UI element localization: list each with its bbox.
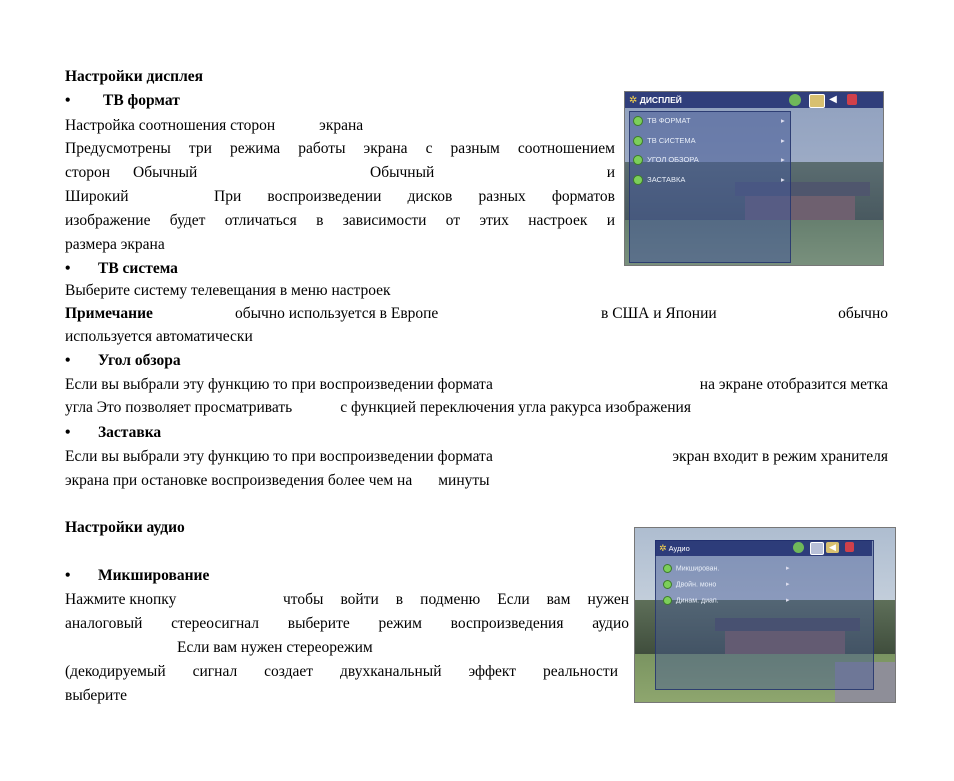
osd-display-header: ✲ ДИСПЛЕЙ	[625, 92, 883, 108]
mixing-line-5: выберите	[65, 687, 127, 704]
tv-format-line-1: Настройка соотношения сторон экрана	[65, 117, 364, 134]
angle-heading: Угол обзора	[98, 352, 181, 369]
speaker-icon: ◀	[826, 542, 839, 553]
tv-system-note: Примечание обычно используется в Европе в США и Японии обычно	[65, 305, 888, 322]
chevron-right-icon: ▸	[786, 581, 790, 588]
item-bullet-icon	[633, 116, 643, 126]
screensaver-line-1: Если вы выбрали эту функцию то при воспроизведении формата экран входит в режим хранителя	[65, 448, 888, 465]
display-tab-icon	[810, 542, 824, 555]
osd-audio-item[interactable]: Микширован. ▸	[663, 564, 719, 573]
mixing-line-3: Если вам нужен стереорежим	[177, 639, 373, 656]
item-bullet-icon	[663, 580, 672, 589]
angle-line-1: Если вы выбрали эту функцию то при воспроизведении формата на экране отобразится метка	[65, 376, 888, 393]
tv-format-line-3: сторон Обычный Обычный и	[65, 164, 615, 181]
display-section-title: Настройки дисплея	[65, 68, 204, 85]
bullet-tv-system: • ТВ система	[65, 260, 178, 277]
osd-audio-header: ✲ Аудио	[655, 540, 872, 556]
tv-format-line-5: изображение будет отличаться в зависимости от этих настроек и	[65, 212, 615, 229]
osd-display-item[interactable]: ТВ СИСТЕМА ▸	[633, 136, 696, 146]
display-gear-icon: ✲	[629, 95, 638, 106]
chevron-right-icon: ▸	[781, 155, 785, 164]
bullet-angle: • Угол обзора	[65, 352, 181, 369]
chevron-right-icon: ▸	[786, 565, 790, 572]
display-tab-icon	[809, 94, 825, 108]
bullet-screensaver: • Заставка	[65, 424, 162, 441]
osd-audio-item[interactable]: Динам. диап. ▸	[663, 596, 719, 605]
lock-icon	[847, 94, 857, 105]
tv-format-heading: ТВ формат	[103, 92, 180, 109]
item-bullet-icon	[633, 155, 643, 165]
chevron-right-icon: ▸	[781, 116, 785, 125]
osd-audio-item[interactable]: Двойн. моно ▸	[663, 580, 716, 589]
tv-system-heading: ТВ система	[98, 260, 178, 277]
osd-display-menu	[629, 111, 791, 263]
item-bullet-icon	[633, 175, 643, 185]
osd-display-screenshot	[624, 91, 884, 266]
chevron-right-icon: ▸	[781, 136, 785, 145]
mixing-heading: Микширование	[98, 567, 210, 584]
note-label: Примечание	[65, 305, 153, 322]
display-gear-icon: ✲	[659, 543, 667, 553]
bullet-tv-format: • ТВ формат	[65, 92, 180, 109]
osd-audio-screenshot	[634, 527, 896, 703]
globe-icon	[789, 94, 801, 106]
globe-icon	[793, 542, 804, 553]
tv-system-line-1: Выберите систему телевещания в меню настроек	[65, 282, 391, 299]
mixing-line-2: аналоговый стереосигнал выберите режим воспроизведения аудио	[65, 615, 629, 632]
tv-format-line-2: Предусмотрены три режима работы экрана с разным соотношением	[65, 140, 615, 157]
item-bullet-icon	[633, 136, 643, 146]
item-bullet-icon	[663, 564, 672, 573]
tv-format-line-4: Широкий При воспроизведении дисков разных форматов	[65, 188, 615, 205]
screensaver-line-2: экрана при остановке воспроизведения более чем на минуты	[65, 472, 490, 489]
tv-system-line-3: используется автоматически	[65, 328, 253, 345]
tv-format-line-6: размера экрана	[65, 236, 165, 253]
angle-line-2: угла Это позволяет просматривать с функцией переключения угла ракурса изображения	[65, 399, 691, 416]
audio-section-title: Настройки аудио	[65, 519, 185, 536]
lock-icon	[845, 542, 854, 552]
chevron-right-icon: ▸	[786, 597, 790, 604]
osd-audio-menu	[655, 540, 874, 690]
speaker-icon: ◀	[829, 94, 837, 105]
item-bullet-icon	[663, 596, 672, 605]
osd-display-item[interactable]: УГОЛ ОБЗОРА ▸	[633, 155, 699, 165]
mixing-line-4: (декодируемый сигнал создает двухканальный эффект реальности	[65, 663, 618, 680]
osd-display-item[interactable]: ТВ ФОРМАТ ▸	[633, 116, 691, 126]
osd-display-item[interactable]: ЗАСТАВКА ▸	[633, 175, 685, 185]
chevron-right-icon: ▸	[781, 175, 785, 184]
bullet-mixing: • Микширование	[65, 567, 210, 584]
screensaver-heading: Заставка	[98, 424, 162, 441]
mixing-line-1: Нажмите кнопку чтобы войти в подменю Если вам нужен	[65, 591, 629, 608]
